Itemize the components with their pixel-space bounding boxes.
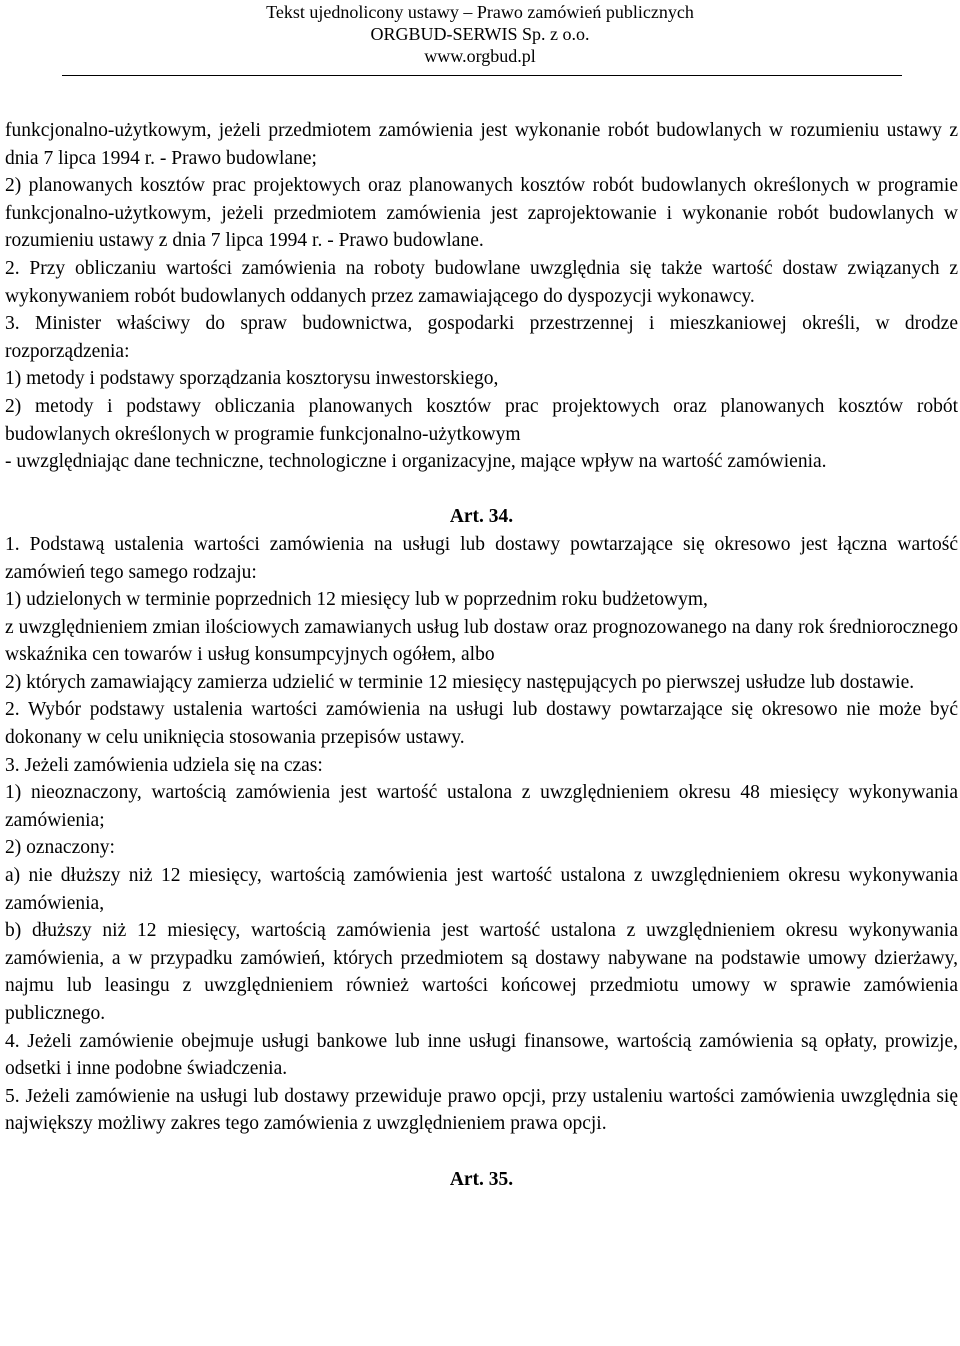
- paragraph: 1) metody i podstawy sporządzania kosztorysu inwestorskiego,: [5, 368, 499, 390]
- header-company-name: ORGBUD-SERWIS Sp. z o.o.: [370, 24, 590, 44]
- paragraph: 3. Jeżeli zamówienia udziela się na czas:: [5, 754, 323, 776]
- paragraph: 2) których zamawiający zamierza udzielić w terminie 12 miesięcy następujących po pierwszej usłudze lub dostawie.: [5, 671, 915, 693]
- header-website: www.orgbud.pl: [424, 46, 536, 66]
- blank-line: [5, 476, 958, 504]
- paragraph: - uwzględniając dane techniczne, technologiczne i organizacyjne, mające wpływ na wartość zamówienia.: [5, 451, 827, 473]
- paragraph: b) dłuższy niż 12 miesięcy, wartością zamówienia jest wartość ustalona z uwzględnieniem okresu wykonywania zamówienia, a w przypadku zamówień, których przedmiotem są dostawy nabywane na podstawie umowy dzierżawy, najmu lub leasingu z uwzględnieniem również wartości końcowej przedmiotu umowy w sprawie zamówienia publicznego.: [5, 920, 958, 1024]
- document-body: [5, 117, 958, 1193]
- paragraph: a) nie dłuższy niż 12 miesięcy, wartością zamówienia jest wartość ustalona z uwzględnieniem okresu wykonywania zamówienia,: [5, 865, 958, 914]
- blank-line: [5, 1138, 958, 1166]
- header-divider: [62, 75, 902, 76]
- paragraph: funkcjonalno-użytkowym, jeżeli przedmiotem zamówienia jest wykonanie robót budowlanych w rozumieniu ustawy z dnia 7 lipca 1994 r. - Prawo budowlane;: [5, 120, 958, 169]
- header-document-title: Tekst ujednolicony ustawy – Prawo zamówień publicznych: [266, 2, 694, 22]
- paragraph: 1. Podstawą ustalenia wartości zamówienia na usługi lub dostawy powtarzające się okresowo jest łączna wartość zamówień tego samego rodzaju:: [5, 533, 958, 583]
- paragraph: 2. Przy obliczaniu wartości zamówienia na roboty budowlane uwzględnia się także wartość dostaw związanych z wykonywaniem robót budowlanych oddanych przez zamawiającego do dyspozycji wykonawcy.: [5, 257, 958, 307]
- paragraph: 2) oznaczony:: [5, 837, 115, 859]
- paragraph: 1) nieoznaczony, wartością zamówienia jest wartość ustalona z uwzględnieniem okresu 48 miesięcy wykonywania zamówienia;: [5, 782, 958, 831]
- page-header: [0, 0, 960, 67]
- paragraph: 1) udzielonych w terminie poprzednich 12 miesięcy lub w poprzednim roku budżetowym,: [5, 589, 708, 611]
- paragraph: 5. Jeżeli zamówienie na usługi lub dostawy przewiduje prawo opcji, przy ustaleniu wartości zamówienia uwzględnia się największy możliwy zakres tego zamówienia z uwzględnieniem prawa opcji.: [5, 1085, 958, 1135]
- paragraph: z uwzględnieniem zmian ilościowych zamawianych usług lub dostaw oraz prognozowanego na dany rok średniorocznego wskaźnika cen towarów i usług konsumpcyjnych ogółem, albo: [5, 616, 958, 666]
- paragraph: 2) metody i podstawy obliczania planowanych kosztów prac projektowych oraz planowanych kosztów robót budowlanych określonych w programie funkcjonalno-użytkowym: [5, 395, 958, 445]
- article-34-heading: Art. 34.: [449, 506, 514, 528]
- article-35-heading: Art. 35.: [449, 1168, 514, 1190]
- paragraph: 4. Jeżeli zamówienie obejmuje usługi bankowe lub inne usługi finansowe, wartością zamówienia są opłaty, prowizje, odsetki i inne podobne świadczenia.: [5, 1030, 958, 1080]
- paragraph: 3. Minister właściwy do spraw budownictwa, gospodarki przestrzennej i mieszkaniowej określi, w drodze rozporządzenia:: [5, 313, 958, 362]
- paragraph: 2. Wybór podstawy ustalenia wartości zamówienia na usługi lub dostawy powtarzające się okresowo nie może być dokonany w celu uniknięcia stosowania przepisów ustawy.: [5, 699, 958, 749]
- paragraph: 2) planowanych kosztów prac projektowych oraz planowanych kosztów robót budowlanych określonych w programie funkcjonalno-użytkowym, jeżeli przedmiotem zamówienia jest zaprojektowanie i wykonanie robót budowlanych w rozumieniu ustawy z dnia 7 lipca 1994 r. - Prawo budowlane.: [5, 175, 958, 252]
